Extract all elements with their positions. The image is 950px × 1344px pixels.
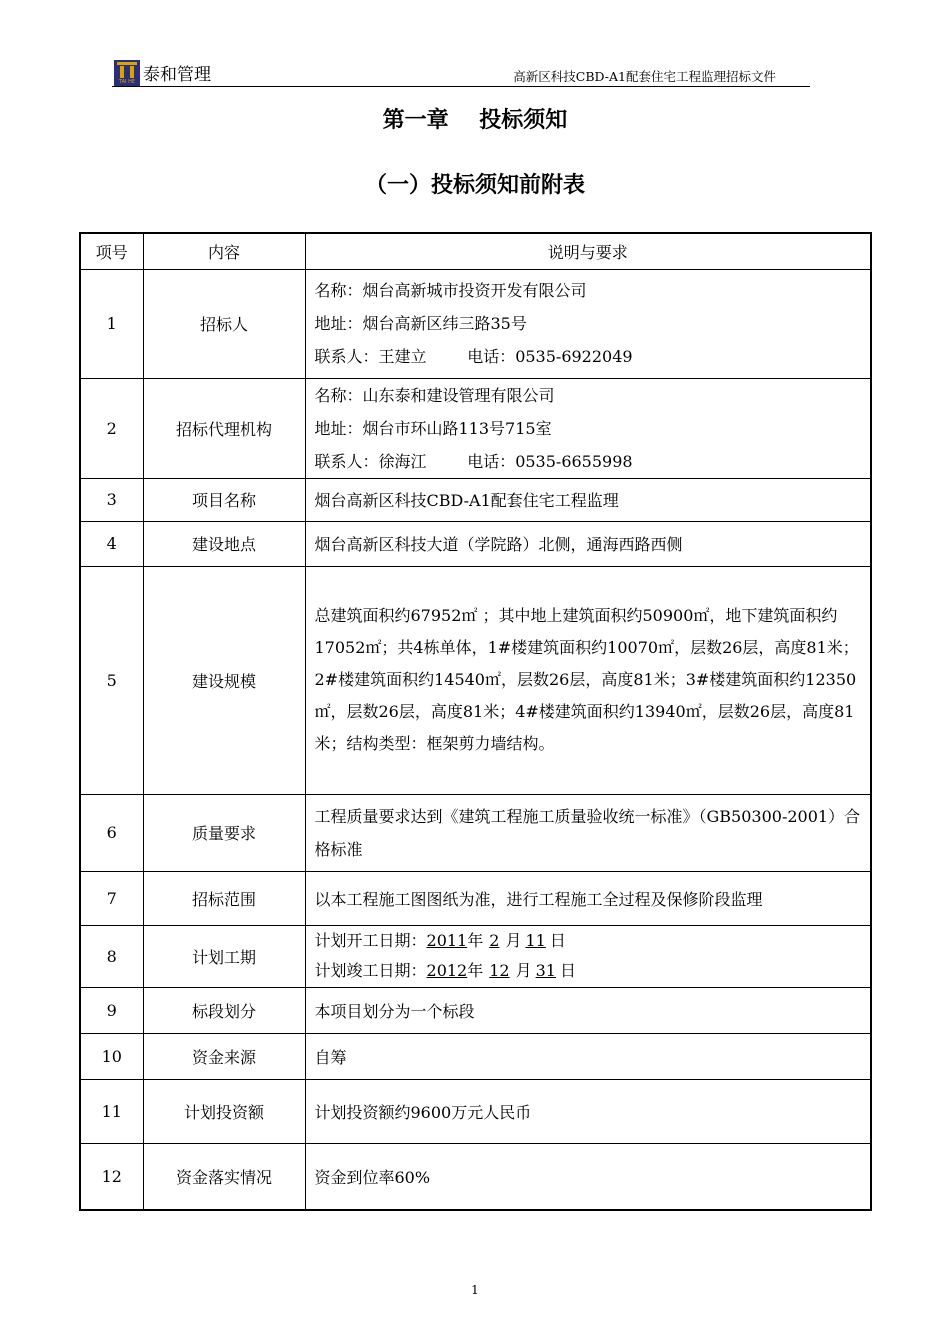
table-row	[80, 871, 871, 925]
row-item: 计划投资额	[143, 1079, 305, 1143]
quality-requirement-text: 工程质量要求达到《建筑工程施工质量验收统一标准》（GB50300-2001）合格标准	[314, 806, 861, 859]
row-item: 项目名称	[143, 478, 305, 521]
page-header	[112, 60, 810, 88]
table-row	[80, 566, 871, 794]
row-detail: 自筹	[305, 1033, 871, 1079]
document-title: 高新区科技CBD-A1配套住宅工程监理招标文件	[513, 69, 776, 84]
row-item: 建设地点	[143, 521, 305, 566]
row-item: 资金落实情况	[143, 1143, 305, 1210]
row-detail	[305, 378, 871, 478]
row-item: 招标人	[143, 269, 305, 378]
detail-line: 地址：烟台高新区纬三路35号	[314, 314, 527, 333]
row-item: 招标范围	[143, 871, 305, 925]
row-item: 招标代理机构	[143, 378, 305, 478]
row-detail: 烟台高新区科技大道（学院路）北侧，通海西路西侧	[305, 521, 871, 566]
section-title: （一）投标须知前附表	[364, 173, 585, 198]
detail-line: 名称：山东泰和建设管理有限公司	[314, 385, 555, 405]
detail-line: 联系人：徐海江 电话：0535-6655998	[314, 451, 633, 471]
table-row	[80, 1143, 871, 1210]
row-item: 计划工期	[143, 925, 305, 987]
header-rule	[112, 86, 810, 87]
header-cell-requirements: 说明与要求	[305, 233, 871, 269]
row-no: 3	[80, 478, 143, 521]
header-cell-item: 内容	[143, 233, 305, 269]
bid-instructions-table	[79, 232, 872, 1211]
row-no: 9	[80, 987, 143, 1033]
row-no: 7	[80, 871, 143, 925]
row-no: 1	[80, 269, 143, 378]
construction-scale-text: 总建筑面积约67952㎡ ；其中地上建筑面积约50900㎡，地下建筑面积约17052㎡；共4栋单体，1#楼建筑面积约10070㎡，层数26层，高度81米；2#楼建筑面积约14540㎡，层数26层，高度81米；3#楼建筑面积约12350㎡，层数26层，高度81米；4#楼建筑面积约13940㎡，层数26层，高度81米；结构类型：框架剪力墙结构。	[314, 606, 859, 753]
row-no: 10	[80, 1033, 143, 1079]
table-header-row	[80, 233, 871, 269]
table-row	[80, 269, 871, 378]
row-item: 建设规模	[143, 566, 305, 794]
table-row	[80, 378, 871, 478]
table-row	[80, 987, 871, 1033]
row-detail: 以本工程施工图图纸为准，进行工程施工全过程及保修阶段监理	[305, 871, 871, 925]
end-date-line: 计划竣工日期：2012年 12 月 31 日	[314, 961, 576, 980]
row-item: 质量要求	[143, 794, 305, 871]
row-detail	[305, 794, 871, 871]
brand-name: 泰和管理	[143, 65, 211, 85]
row-item: 资金来源	[143, 1033, 305, 1079]
row-detail: 计划投资额约9600万元人民币	[305, 1079, 871, 1143]
row-item: 标段划分	[143, 987, 305, 1033]
row-no: 2	[80, 378, 143, 478]
taihe-logo-icon: TAI HE	[114, 60, 140, 86]
row-detail	[305, 566, 871, 794]
detail-line: 名称：烟台高新城市投资开发有限公司	[314, 281, 587, 300]
row-no: 11	[80, 1079, 143, 1143]
row-no: 4	[80, 521, 143, 566]
detail-line: 联系人：王建立 电话：0535-6922049	[314, 347, 633, 366]
row-detail	[305, 925, 871, 987]
row-detail: 本项目划分为一个标段	[305, 987, 871, 1033]
table-row	[80, 794, 871, 871]
row-detail	[305, 269, 871, 378]
header-cell-no: 项号	[80, 233, 143, 269]
table-row	[80, 521, 871, 566]
row-no: 5	[80, 566, 143, 794]
row-detail: 资金到位率60%	[305, 1143, 871, 1210]
start-date-line: 计划开工日期：2011年 2 月 11 日	[314, 931, 566, 950]
table-row	[80, 478, 871, 521]
detail-line: 地址：烟台市环山路113号715室	[314, 418, 552, 438]
table-row	[80, 1033, 871, 1079]
table-row	[80, 925, 871, 987]
row-no: 12	[80, 1143, 143, 1210]
row-no: 8	[80, 925, 143, 987]
chapter-title: 第一章 投标须知	[382, 108, 568, 133]
table-row	[80, 1079, 871, 1143]
row-detail: 烟台高新区科技CBD-A1配套住宅工程监理	[305, 478, 871, 521]
row-no: 6	[80, 794, 143, 871]
page-number: 1	[471, 1283, 479, 1297]
